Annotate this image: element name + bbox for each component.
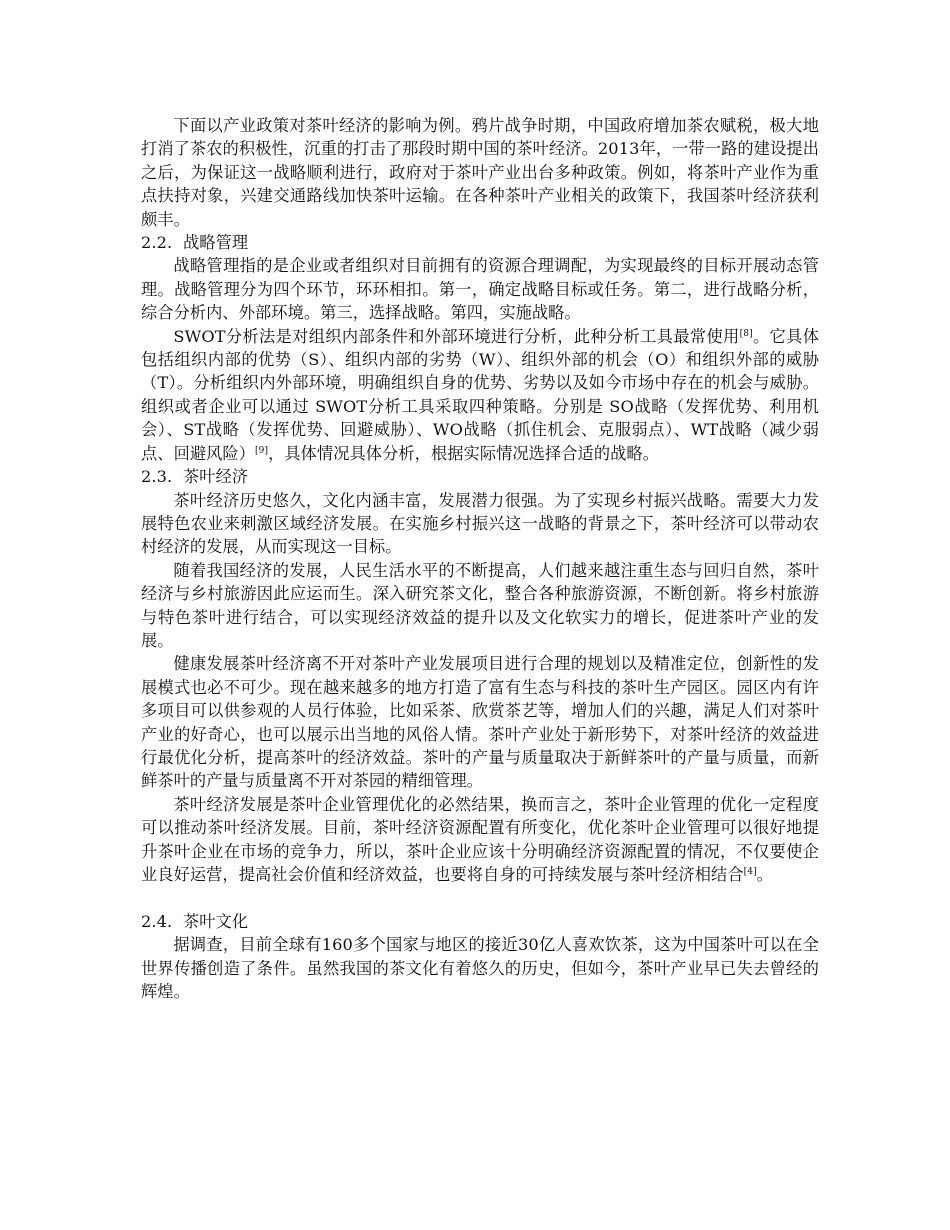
section-heading (141, 465, 819, 488)
document-page (141, 114, 819, 1003)
section-title: 战略管理 (183, 233, 249, 253)
section-title: 茶叶文化 (183, 911, 249, 931)
paragraph-text: 茶叶经济发展是茶叶企业管理优化的必然结果，换而言之，茶叶企业管理的优化一定程度可以推动茶叶经济发展。目前，茶叶经济资源配置有所变化，优化茶叶企业管理可以很好地提升茶叶企业在市场的竞争力，所以，茶叶企业应该十分明确经济资源配置的情况，不仅要使企业良好运营，提高社会价值和经济效益，也要将自身的可持续发展与茶叶经济相结合 (141, 794, 819, 884)
citation-reference: [4] (743, 867, 757, 877)
body-paragraph (141, 793, 819, 887)
body-paragraph: 战略管理指的是企业或者组织对目前拥有的资源合理调配，为实现最终的目标开展动态管理。战略管理分为四个环节，环环相扣。第一，确定战略目标或任务。第二，进行战略分析，综合分析内、外部环境。第三，选择战略。第四，实施战略。 (141, 256, 819, 323)
body-paragraph: 随着我国经济的发展，人民生活水平的不断提高，人们越来越注重生态与回归自然，茶叶经济与乡村旅游因此应运而生。深入研究茶文化，整合各种旅游资源，不断创新。将乡村旅游与特色茶叶进行结合，可以实现经济效益的提升以及文化软实力的增长，促进茶叶产业的发展。 (141, 560, 819, 650)
body-paragraph: 下面以产业政策对茶叶经济的影响为例。鸦片战争时期，中国政府增加茶农赋税，极大地打消了茶农的积极性，沉重的打击了那段时期中国的茶叶经济。2013年，一带一路的建设提出之后，为保证这一战略顺利进行，政府对于茶叶产业出台多种政策。例如，将茶叶产业作为重点扶持对象，兴建交通路线加快茶叶运输。在各种茶叶产业相关的政策下，我国茶叶经济获利颇丰。 (141, 116, 819, 229)
section-title: 茶叶经济 (183, 467, 249, 487)
paragraph-text: SWOT分析法是对组织内部条件和外部环境进行分析，此种分析工具最常使用 (173, 326, 740, 346)
section-number: 2.4. (141, 911, 173, 931)
citation-reference: [9] (255, 445, 269, 456)
citation-reference: [8] (739, 328, 753, 339)
body-paragraph: 茶叶经济历史悠久，文化内涵丰富，发展潜力很强。为了实现乡村振兴战略。需要大力发展特色农业来刺激区域经济发展。在实施乡村振兴这一战略的背景之下，茶叶经济可以带动农村经济的发展，从而实现这一目标。 (141, 490, 819, 557)
paragraph-text: 。 (756, 865, 773, 884)
paragraph-text: 。它具体包括组织内部的优势（S）、组织内部的劣势（W）、组织外部的机会（O）和组织外部的威胁（T）。分析组织内外部环境，明确组织自身的优势、劣势以及如今市场中存在的机会与威胁。组织或者企业可以通过 SWOT分析工具采取四种策略。分别是 SO战略（发挥优势、利用机会）、ST战略（发挥优势、回避威胁）、WO战略（抓住机会、克服弱点）、WT战略（减少弱点、回避风险） (141, 326, 819, 463)
paragraph-gap (141, 886, 819, 909)
paragraph-text: ，具体情况具体分析，根据实际情况选择合适的战略。 (268, 443, 659, 463)
body-paragraph: 健康发展茶叶经济离不开对茶叶产业发展项目进行合理的规划以及精准定位，创新性的发展模式也必不可少。现在越来越多的地方打造了富有生态与科技的茶叶生产园区。园区内有许多项目可以供参观的人员行体验，比如采茶、欣赏茶艺等，增加人们的兴趣，满足人们对茶叶产业的好奇心，也可以展示出当地的风俗人情。茶叶产业处于新形势下，对茶叶经济的效益进行最优化分析，提高茶叶的经济效益。茶叶的产量与质量取决于新鲜茶叶的产量与质量，而新鲜茶叶的产量与质量离不开对茶园的精细管理。 (141, 654, 819, 791)
section-number: 2.2. (141, 233, 173, 253)
section-number: 2.3. (141, 467, 173, 487)
body-paragraph (141, 325, 819, 465)
section-heading (141, 910, 819, 933)
body-paragraph: 据调查，目前全球有160多个国家与地区的接近30亿人喜欢饮茶，这为中国茶叶可以在全世界传播创造了条件。虽然我国的茶文化有着悠久的历史，但如今，茶叶产业早已失去曾经的辉煌。 (141, 935, 819, 1002)
section-heading (141, 231, 819, 254)
